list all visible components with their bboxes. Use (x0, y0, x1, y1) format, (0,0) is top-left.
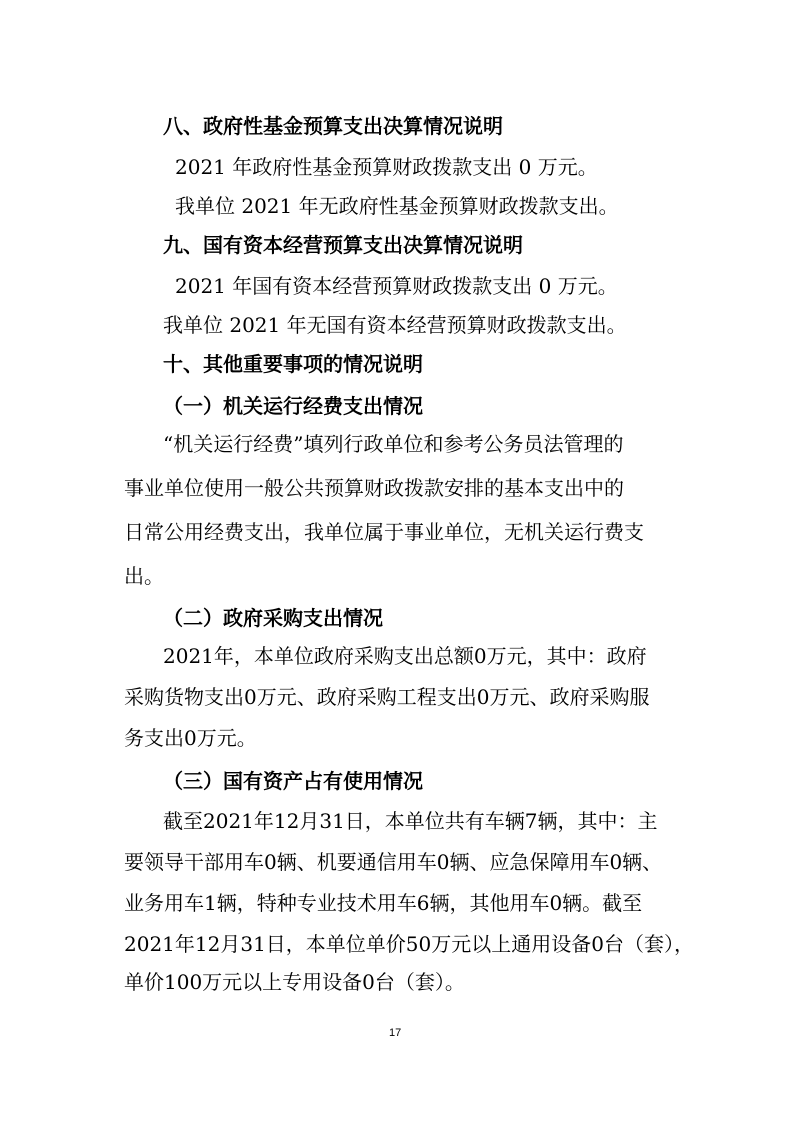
subsection-3-line-2: 要领导干部用车0辆、机要通信用车0辆、应急保障用车0辆、 (124, 850, 663, 874)
subsection-3-line-1: 截至2021年12月31日，本单位共有车辆7辆，其中：主 (163, 809, 658, 833)
subsection-1-heading: （一）机关运行经费支出情况 (163, 394, 423, 418)
subsection-3-line-4: 2021年12月31日，本单位单价50万元以上通用设备0台（套）， (124, 932, 694, 956)
subsection-1-line-4: 出。 (124, 564, 164, 588)
section-8-para-2: 我单位 2021 年无政府性基金预算财政拨款支出。 (175, 194, 619, 218)
subsection-3-line-3: 业务用车1辆，特种专业技术用车6辆，其他用车0辆。截至 (124, 891, 643, 915)
section-9-para-1: 2021 年国有资本经营预算财政拨款支出 0 万元。 (175, 274, 618, 298)
section-8-heading: 八、政府性基金预算支出决算情况说明 (163, 114, 503, 138)
subsection-3-heading: （三）国有资产占有使用情况 (163, 769, 423, 793)
subsection-2-line-3: 务支出0万元。 (124, 726, 257, 750)
subsection-2-line-1: 2021年，本单位政府采购支出总额0万元，其中：政府 (163, 644, 647, 668)
subsection-1-line-3: 日常公用经费支出，我单位属于事业单位，无机关运行费支 (124, 520, 644, 544)
section-8-para-1: 2021 年政府性基金预算财政拨款支出 0 万元。 (175, 155, 598, 179)
subsection-2-line-2: 采购货物支出0万元、政府采购工程支出0万元、政府采购服 (124, 685, 650, 709)
subsection-1-line-2: 事业单位使用一般公共预算财政拨款安排的基本支出中的 (124, 476, 624, 500)
page-number: 17 (389, 1027, 402, 1039)
subsection-2-heading: （二）政府采购支出情况 (163, 606, 383, 630)
section-9-heading: 九、国有资本经营预算支出决算情况说明 (163, 233, 523, 257)
subsection-3-line-5: 单价100万元以上专用设备0台（套）。 (124, 970, 465, 994)
subsection-1-line-1: “机关运行经费”填列行政单位和参考公务员法管理的 (163, 432, 624, 456)
section-9-para-2: 我单位 2021 年无国有资本经营预算财政拨款支出。 (163, 313, 627, 337)
section-10-heading: 十、其他重要事项的情况说明 (163, 352, 423, 376)
